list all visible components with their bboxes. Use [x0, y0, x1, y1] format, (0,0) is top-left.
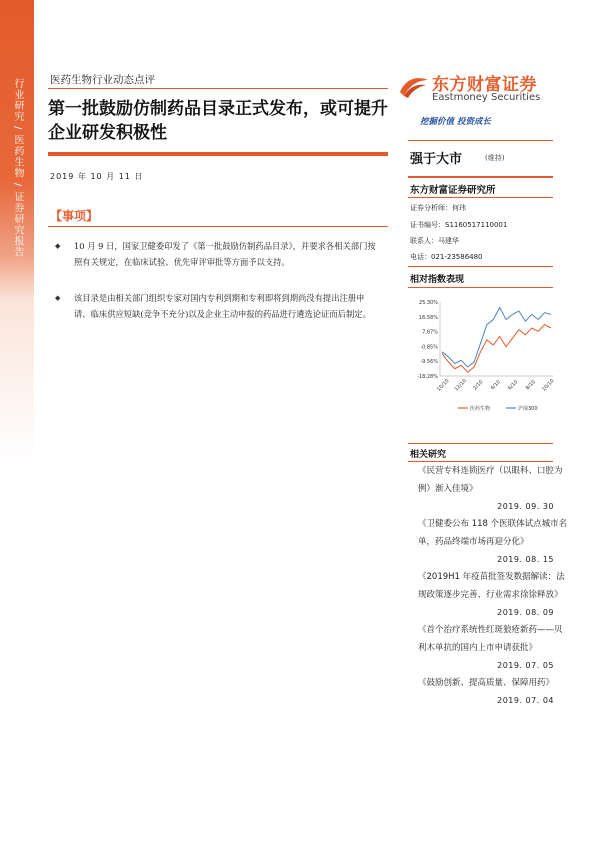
divider	[48, 88, 388, 89]
title-divider	[48, 152, 388, 156]
y-tick-label: -9.56%	[420, 359, 438, 366]
research-item-title[interactable]: 《2019H1 年疫苗批签发数据解读：法规政策逐步完善、行业需求徐徐释放》	[418, 572, 565, 600]
research-item-title[interactable]: 《卫健委公布 118 个医联体试点城市名单，药品终端市场再迎分化》	[418, 519, 568, 547]
rating-label: 强于大市	[410, 152, 463, 167]
research-item-date: 2019. 08. 09	[497, 608, 554, 617]
x-tick-label: 12/10	[453, 378, 469, 393]
research-title: 相关研究	[410, 450, 447, 460]
analyst: 证券分析师：何玮	[410, 204, 466, 212]
divider	[408, 287, 553, 288]
side-band-label: 行业研究 / 医药生物 / 证券研究报告	[12, 78, 23, 258]
y-tick-label: 25.30%	[418, 300, 438, 306]
side-band-fade	[0, 300, 34, 841]
x-tick-label: 10/10	[541, 378, 556, 393]
legend-label: 医药生物	[470, 406, 491, 412]
research-list	[418, 462, 568, 709]
y-tick-label: -18.28%	[417, 374, 438, 380]
series-line	[442, 325, 551, 373]
report-date: 2019 年 10 月 11 日	[50, 172, 144, 181]
bullet-icon: ◆	[55, 294, 61, 302]
event-heading: 【事项】	[50, 209, 99, 223]
cert-number: 证书编号：S1160517110001	[410, 221, 508, 229]
research-item-date: 2019. 07. 04	[497, 696, 554, 705]
chart-section-title: 相对指数表现	[410, 275, 465, 285]
contact: 联系人：马建华	[410, 237, 459, 245]
legend-label: 沪深300	[518, 406, 538, 412]
bullet-icon: ◆	[55, 242, 61, 250]
divider	[408, 176, 553, 178]
x-tick-label: 2/10	[472, 379, 485, 392]
x-tick-label: 4/10	[489, 379, 502, 392]
x-tick-label: 8/10	[524, 379, 537, 392]
y-tick-label: 16.58%	[418, 314, 438, 321]
institute-name: 东方财富证券研究所	[410, 185, 496, 196]
divider	[408, 266, 553, 267]
report-title: 第一批鼓励仿制药品目录正式发布，或可提升企业研发积极性	[48, 99, 388, 143]
event-paragraph: 10 月 9 日，国家卫健委印发了《第一批鼓励仿制药品目录》，并要求各相关部门按照有关规定，在临床试验、优先审评审批等方面予以支持。	[74, 241, 376, 267]
x-tick-label: 10/10	[436, 378, 451, 393]
logo-name-en: Eastmoney Securities	[432, 92, 541, 103]
eastmoney-logo-icon	[398, 72, 430, 100]
series-line	[442, 308, 551, 367]
x-tick-label: 6/10	[507, 379, 520, 392]
divider	[408, 443, 553, 444]
phone: 电话：021-23586480	[410, 253, 483, 261]
research-item-title[interactable]: 《鼓励创新、提高质量、保障用药》	[418, 678, 555, 688]
relative-index-chart	[408, 290, 558, 420]
divider	[408, 140, 553, 141]
research-item-date: 2019. 07. 05	[497, 661, 554, 670]
logo-name: 东方财富证券	[432, 75, 537, 95]
research-item-title[interactable]: 《民营专科连锁医疗（以眼科、口腔为例）渐入佳境》	[418, 466, 563, 494]
y-tick-label: -0.85%	[420, 344, 438, 351]
y-tick-label: 7.87%	[422, 329, 438, 336]
research-item-date: 2019. 09. 30	[497, 502, 554, 511]
divider	[48, 226, 388, 227]
event-paragraph: 该目录是由相关部门组织专家对国内专利到期和专利即将到期尚没有提出注册申请、临床供应短缺(竞争不充分)以及企业主动申报的药品进行遴选论证而后制定。	[74, 293, 371, 319]
research-item-title[interactable]: 《首个治疗系统性红斑狼疮新药——贝利木单抗的国内上市申请获批》	[418, 625, 563, 653]
divider	[408, 197, 553, 198]
rating-sub: (维持)	[485, 154, 505, 162]
research-item-date: 2019. 08. 15	[497, 555, 554, 564]
report-category: 医药生物行业动态点评	[50, 74, 155, 86]
side-band	[0, 0, 34, 300]
slogan: 挖掘价值 投资成长	[420, 117, 491, 127]
